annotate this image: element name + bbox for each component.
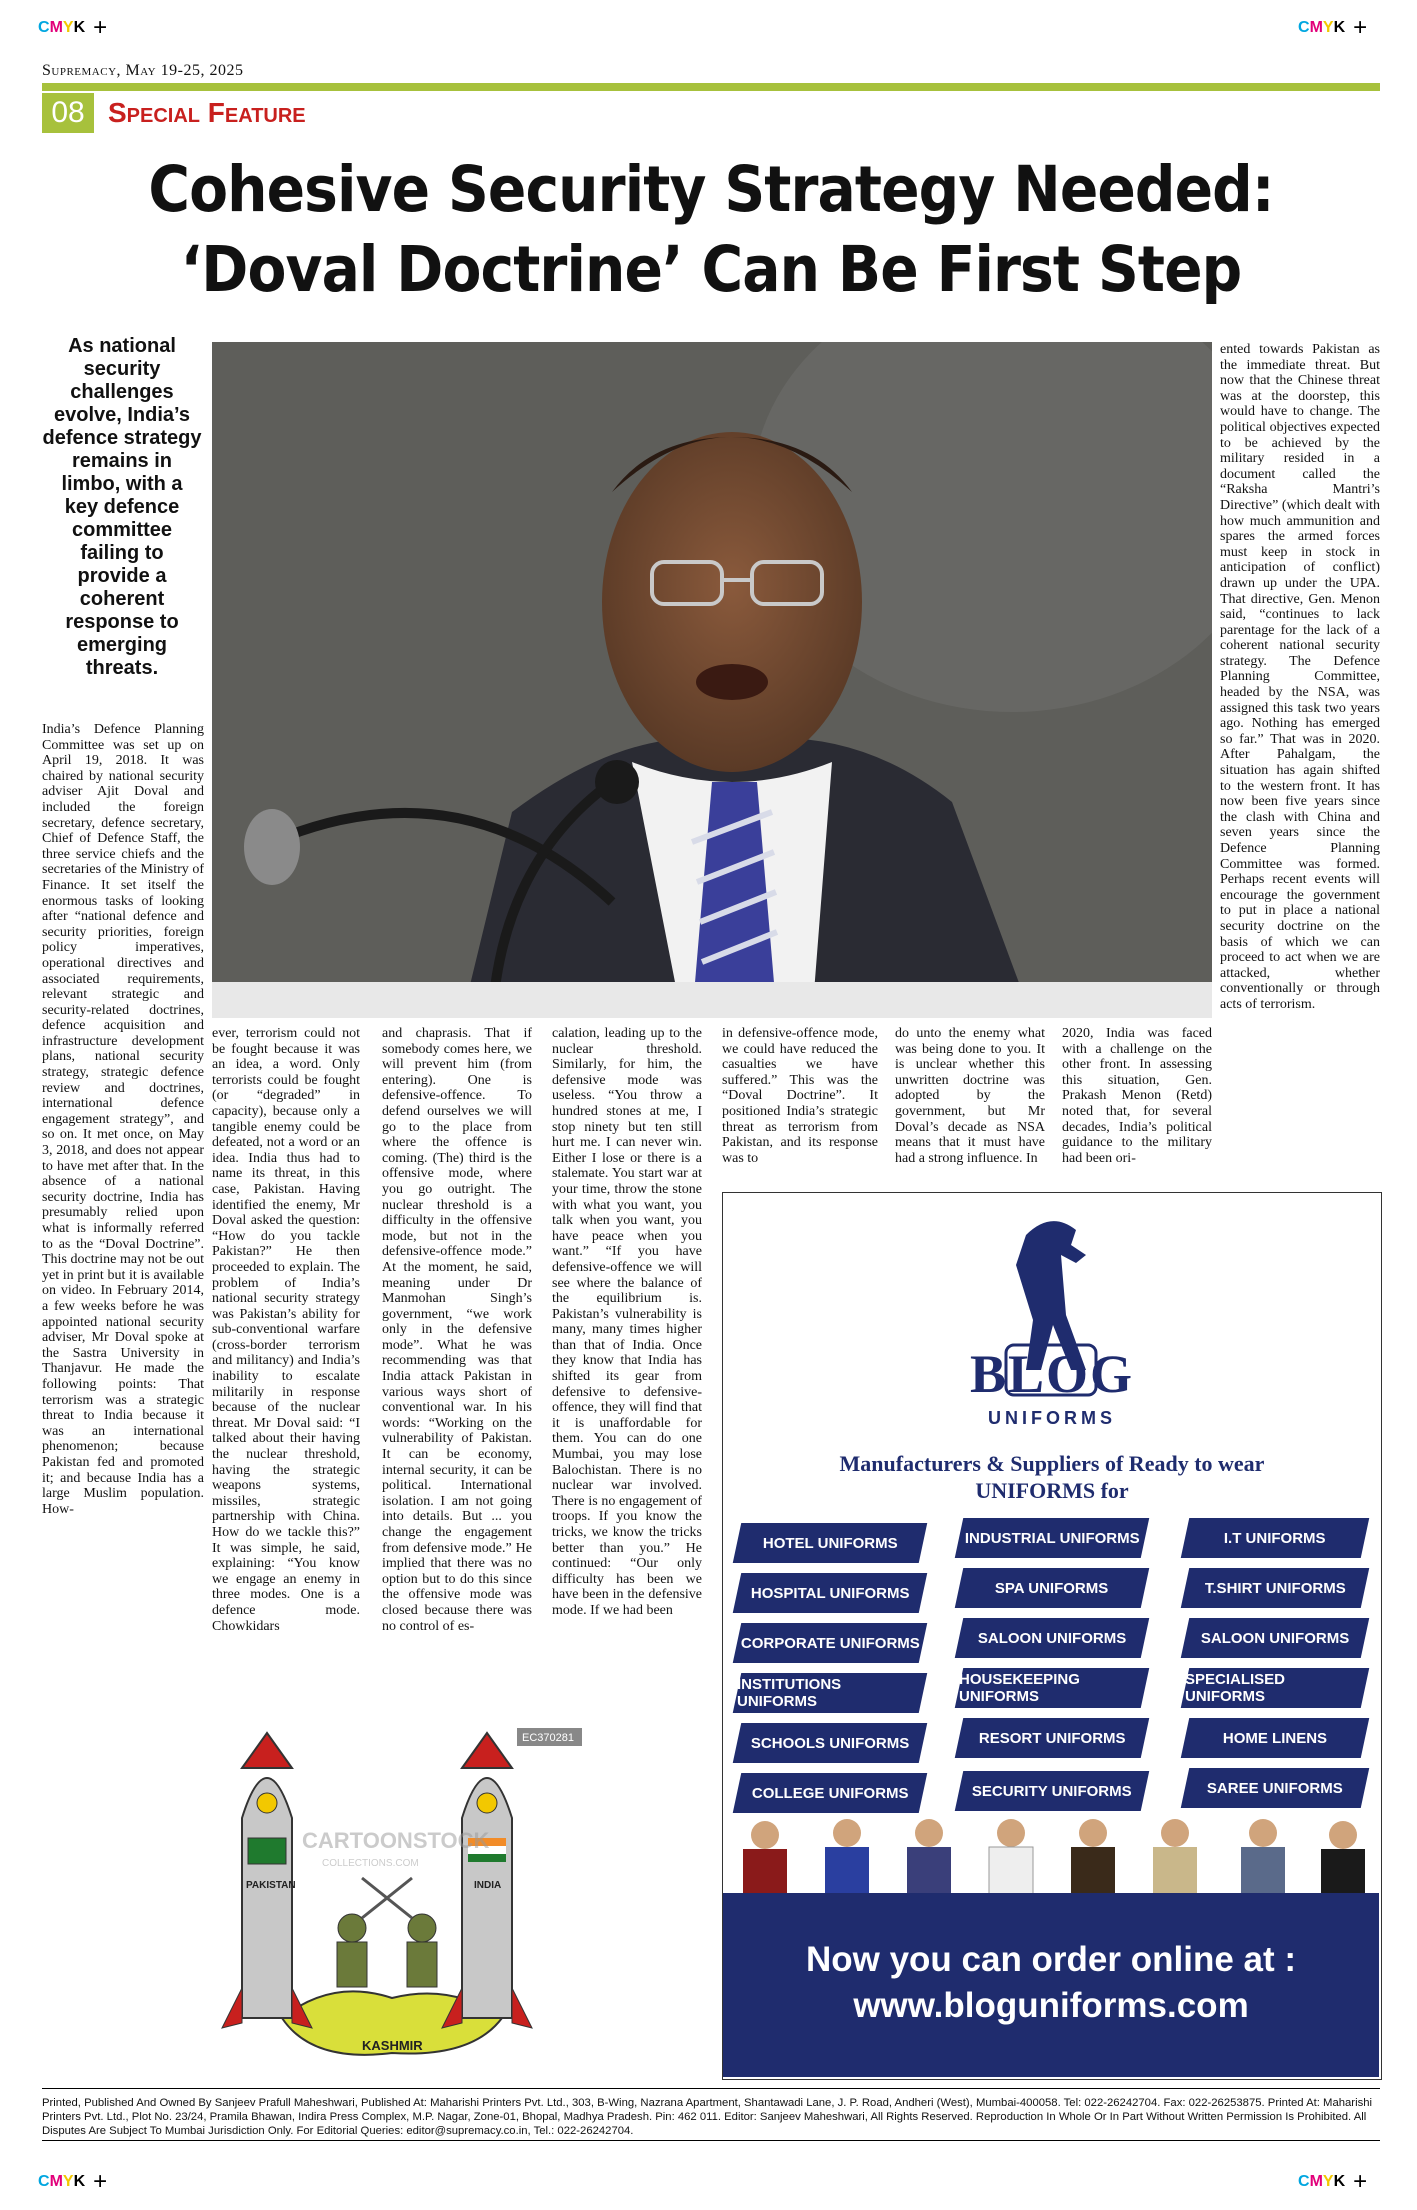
- ad-category-schools: SCHOOLS UNIFORMS: [733, 1723, 928, 1763]
- article-column-2: [212, 1026, 360, 1716]
- ad-category-specialised: SPECIALISED UNIFORMS: [1181, 1668, 1370, 1708]
- ad-category-resort: RESORT UNIFORMS: [955, 1718, 1150, 1758]
- ad-category-hotel: HOTEL UNIFORMS: [733, 1523, 928, 1563]
- cartoon-id-tag: EC370281: [522, 1732, 574, 1744]
- ad-category-saree: SAREE UNIFORMS: [1181, 1768, 1370, 1808]
- ad-tagline: Manufacturers & Suppliers of Ready to wear: [839, 1451, 1265, 1476]
- article-column-5: [722, 1026, 878, 1186]
- ad-website-link[interactable]: www.bloguniforms.com: [853, 1986, 1249, 2025]
- article-column-4: [552, 1026, 702, 1716]
- headline-line-1: Cohesive Security Strategy Needed:: [148, 153, 1274, 226]
- ad-category-corporate: CORPORATE UNIFORMS: [733, 1623, 928, 1663]
- headline: [109, 150, 1313, 310]
- uniforms-advertisement: [722, 1192, 1382, 2080]
- article-text: India’s Defence Planning Committee was set up on April 19, 2018. It was chaired by national security adviser Ajit Doval and included the foreign secretary, defence secretary, Chief of Defence Staff, the three service chiefs and the secretaries of the Ministry of Finance. It set itself the enormous tasks of looking after “national defence and security priorities, foreign policy imperatives, operational directives and associated requirements, relevant strategic and security-related doctrines, defence acquisition and infrastructure development plans, national security strategy, strategic defence review and doctrines, international defence engagement strategy”, and so on. It met once, on May 3, 2018, and does not appear to have met after that. In the absence of a national security doctrine, India has presumably relied upon what is informally referred to as the “Doval Doctrine”. This doctrine may not be out yet in print but it is available on video. In February 2014, a few weeks before he was appointed national security adviser, Mr Doval spoke at the Sastra University in Thanjavur. He made the following points: That terrorism was a strategic threat to India because it was an international phenomenon; because Pakistan fed and promoted it; and because India has a large Muslim population. How-: [42, 722, 204, 1517]
- article-column-6: [895, 1026, 1045, 1186]
- uniformed-staff-illustration: [723, 1813, 1379, 1895]
- standfirst: As national security challenges evolve, India’s defence strategy remains in limbo, with a key defence committee failing to provide a coherent response to emerging threats.: [42, 335, 202, 679]
- article-text: ented towards Pakistan as the immediate threat. But now that the Chinese threat was at the doorstep, this would have to change. The political objectives expected to be achieved by the military resided in a document called the “Raksha Mantri’s Directive” (which dealt with how much ammunition and spares the armed forces must keep in stock in anticipation of conflict) drawn up under the UPA. That directive, Gen. Menon said, “continues to lack parentage for the lack of a coherent national security strategy. The Defence Planning Committee, headed by the NSA, was assigned this task two years ago. Nothing has emerged so far.” That was in 2020. After Pahalgam, the situation has again shifted to the western front. It has now been five years since the clash with China and seven years since the Defence Planning Committee was formed. Perhaps recent events will encourage the government to put in place a national security doctrine on the basis of which we can proceed to act when we are attacked, whether conventionally or through acts of terrorism.: [1220, 342, 1380, 1012]
- headline-line-2: ‘Doval Doctrine’ Can Be First Step: [180, 233, 1242, 306]
- cmyk-mark-bottom-right: CMYK +: [1298, 2168, 1368, 2195]
- article-text: in defensive-offence mode, we could have reduced the casualties we have suffered.” This was the “Doval Doctrine”. It positioned India’s strategic threat as terrorism from Pakistan, and its response was to: [722, 1026, 878, 1166]
- ad-category-housekeeping: HOUSEKEEPING UNIFORMS: [955, 1668, 1150, 1708]
- article-column-7-bottom: [1062, 1026, 1212, 1186]
- page-number: 08: [42, 93, 94, 133]
- ad-category-college: COLLEGE UNIFORMS: [733, 1773, 928, 1813]
- missiles-cartoon: [212, 1728, 582, 2073]
- order-online-banner: [723, 1893, 1379, 2077]
- article-photo: [212, 342, 1212, 1018]
- article-column-3: [382, 1026, 532, 1716]
- article-column-7: [1220, 342, 1380, 1167]
- ad-category-institutions: INSTITUTIONS UNIFORMS: [733, 1673, 928, 1713]
- cmyk-mark-top-right: CMYK +: [1298, 14, 1368, 41]
- issue-date-line: Supremacy, May 19-25, 2025: [42, 62, 244, 79]
- print-line-imprint: Printed, Published And Owned By Sanjeev Prafull Maheshwari, Published At: Maharishi Printers Pvt. Ltd., 303, B-Wing, Nazrana Apartment, Shantawadi Lane, J. P. Road, Andheri (West), Mumbai-400058. Tel: 022-26242704. Fax: 022-26253875. Printed At: Maharishi Printers Pvt. Ltd., Plot No. 23/24, Pramila Bhawan, Indira Press Complex, M.P. Nagar, Zone-01, Bhopal, Madhya Pradesh. Pin: 462 011. Editor: Sanjeev Maheshwari, All Rights Reserved. Reproduction In Whole Or In Part Without Written Permission Is Prohibited. All Disputes Are Subject To Mumbai Jurisdiction Only. For Editorial Queries: editor@supremacy.co.in, Tel.: 022-26242704.: [42, 2097, 1373, 2137]
- ad-category-it: I.T UNIFORMS: [1181, 1518, 1370, 1558]
- article-text: do unto the enemy what was being done to you. It is unclear whether this unwritten doctrine was adopted by the government, but Mr Doval’s decade as NSA means that it must have had a strong influence. In: [895, 1026, 1045, 1166]
- order-online-text: Now you can order online at :: [805, 1940, 1297, 1979]
- ad-category-saloon: SALOON UNIFORMS: [955, 1618, 1150, 1658]
- article-text: calation, leading up to the nuclear threshold. Similarly, for him, the defensive mode was useless. “You throw a hundred stones at me, I stop ninety but ten still hurt me. I can never win. Either I lose or there is a stalemate. You start war at your time, throw the stone with what you want, you talk when you want, you have peace when you want.” “If you have defensive-offence we will see where the balance of the equilibrium is. Pakistan’s vulnerability is many, many times higher than that of India. Once they know that India has shifted its gear from defensive to defensive-offence, they will find that it is unaffordable for them. You can do one Mumbai, you may lose Balochistan. There is no nuclear war involved. There is no engagement of troops. If you know the tricks, we know the tricks better than you.” He continued: “Our only difficulty has been we have been in the defensive mode. If we had been: [552, 1026, 702, 1618]
- footer-rule: [42, 2088, 1380, 2089]
- brand-logo: BLOG: [969, 1344, 1135, 1404]
- cartoon-watermark-sub: COLLECTIONS.COM: [322, 1858, 419, 1869]
- speaker-photo-illustration: [212, 342, 1212, 1018]
- article-text: ever, terrorism could not be fought because it was an idea, a word. Only terrorists could be fought (or “degraded” in capacity), because only a tangible enemy could be defeated, not a word or an idea. India thus had to name its threat, in this case, Pakistan. Having identified the enemy, Mr Doval asked the question: “How do you tackle Pakistan?” He then proceeded to explain. The problem of India’s national security strategy was Pakistan’s ability for sub-conventional warfare (cross-border terrorism and militancy) and India’s inability to escalate militarily in response because of the nuclear threat. Mr Doval said: “I talked about their having the nuclear threshold, having the strategic weapons systems, missiles, strategic partnership with China. How do we tackle this?” It was simple, he said, explaining: “You know we engage an enemy in three modes. One is a defence mode. Chowkidars: [212, 1026, 360, 1634]
- editorial-cartoon: [212, 1728, 582, 2073]
- article-column-1: [42, 722, 204, 1712]
- ad-category-home-linens: HOME LINENS: [1181, 1718, 1370, 1758]
- header-rule: [42, 83, 1380, 91]
- ad-category-hospital: HOSPITAL UNIFORMS: [733, 1573, 928, 1613]
- cmyk-mark-top-left: CMYK +: [38, 14, 108, 41]
- ad-category-industrial: INDUSTRIAL UNIFORMS: [955, 1518, 1150, 1558]
- cartoon-label-kashmir: KASHMIR: [362, 2038, 423, 2053]
- cartoon-watermark: CARTOONSTOCK: [302, 1828, 490, 1853]
- brand-sub: UNIFORMS: [988, 1408, 1116, 1428]
- article-text: 2020, India was faced with a challenge on the other front. In assessing this situation, Gen. Prakash Menon (Retd) noted that, for several decades, India’s political guidance to the military had been ori-: [1062, 1026, 1212, 1166]
- ad-category-saloon-2: SALOON UNIFORMS: [1181, 1618, 1370, 1658]
- cmyk-mark-bottom-left: CMYK +: [38, 2168, 108, 2195]
- article-text: and chaprasis. That if somebody comes here, we will prevent him (from entering). One is defensive-offence. To defend ourselves we will go to the place from where the offence is coming. (The) third is the offensive mode, where you go outright. The nuclear threshold is a difficulty in the offensive mode, but not in the defensive-offence mode.” At the moment, he said, meaning under Dr Manmohan Singh’s government, “we work only in the defensive mode”. What he was recommending was that India attack Pakistan in various ways short of conventional war. In his words: “Working on the vulnerability of Pakistan. It can be economy, internal security, it can be political. International isolation. I am not going into details. But ... you change the engagement from defensive mode.” He implied that there was no option but to do this since the offensive mode was closed because there was no control of es-: [382, 1026, 532, 1634]
- cartoon-label-pakistan: PAKISTAN: [246, 1880, 296, 1891]
- ad-tagline-2: UNIFORMS for: [975, 1478, 1129, 1503]
- ad-category-security: SECURITY UNIFORMS: [955, 1771, 1150, 1811]
- cartoon-label-india: INDIA: [474, 1880, 502, 1891]
- footer-rule-bottom: [42, 2140, 1380, 2141]
- ad-category-spa: SPA UNIFORMS: [955, 1568, 1150, 1608]
- section-label: Special Feature: [108, 97, 306, 128]
- ad-category-tshirt: T.SHIRT UNIFORMS: [1181, 1568, 1370, 1608]
